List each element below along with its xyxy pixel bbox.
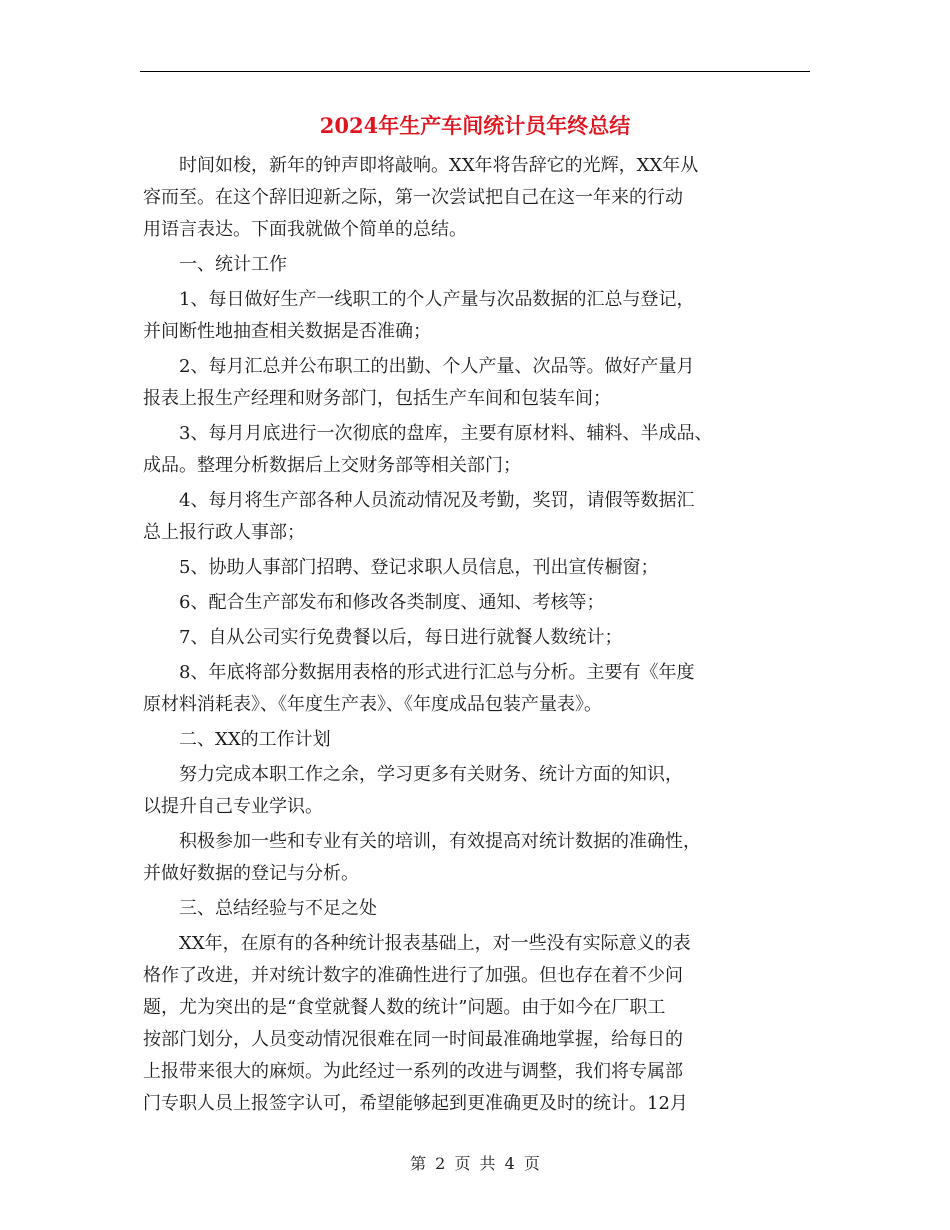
body-line: 6、配合生产部发布和修改各类制度、通知、考核等； [143,592,605,613]
body-line: 4、每月将生产部各种人员流动情况及考勤，奖罚，请假等数据汇 [143,490,695,511]
body-line: 并间断性地抽查相关数据是否准确； [143,321,431,342]
header-rule [140,71,810,72]
body-line: 8、年底将部分数据用表格的形式进行汇总与分析。主要有《年度 [143,662,695,683]
body-line: 并做好数据的登记与分析。 [143,863,359,884]
body-line: 时间如梭，新年的钟声即将敲响。XX年将告辞它的光辉，XX年从 [143,155,699,176]
body-line: 用语言表达。下面我就做个简单的总结。 [143,219,467,240]
document-title: 2024年生产车间统计员年终总结 [319,113,631,138]
body-line: 格作了改进，并对统计数字的准确性进行了加强。但也存在着不少问 [143,965,683,986]
body-line: 原材料消耗表》、《年度生产表》、《年度成品包装产量表》。 [143,694,602,715]
body-line: 门专职人员上报签字认可，希望能够起到更准确更及时的统计。12月 [143,1093,688,1114]
body-line: 题，尤为突出的是“食堂就餐人数的统计”问题。由于如今在厂职工 [143,997,666,1018]
body-line: 积极参加一些和专业有关的培训，有效提高对统计数据的准确性， [143,831,701,852]
body-line: 3、每月月底进行一次彻底的盘库，主要有原材料、辅料、半成品、 [143,423,713,444]
body-line: 成品。整理分析数据后上交财务部等相关部门； [143,455,521,476]
section-heading: 二、XX的工作计划 [143,729,331,750]
section-heading: 一、统计工作 [143,254,287,275]
body-line: 报表上报生产经理和财务部门，包括生产车间和包装车间； [143,388,611,409]
body-line: 按部门划分，人员变动情况很难在同一时间最准确地掌握，给每日的 [143,1029,683,1050]
body-line: XX年，在原有的各种统计报表基础上，对一些没有实际意义的表 [143,933,691,954]
body-line: 总上报行政人事部； [143,522,305,543]
body-line: 7、自从公司实行免费餐以后，每日进行就餐人数统计； [143,627,623,648]
body-line: 容而至。在这个辞旧迎新之际，第一次尝试把自己在这一年来的行动 [143,187,683,208]
body-line: 2、每月汇总并公布职工的出勤、个人产量、次品等。做好产量月 [143,356,695,377]
page-footer: 第 2 页 共 4 页 [410,1154,540,1173]
body-line: 1、每日做好生产一线职工的个人产量与次品数据的汇总与登记， [143,289,695,310]
body-line: 以提升自己专业学识。 [143,796,323,817]
body-line: 努力完成本职工作之余，学习更多有关财务、统计方面的知识， [143,764,683,785]
body-line: 5、协助人事部门招聘、登记求职人员信息，刊出宣传橱窗； [143,557,659,578]
body-line: 上报带来很大的麻烦。为此经过一系列的改进与调整，我们将专属部 [143,1061,683,1082]
section-heading: 三、总结经验与不足之处 [143,898,377,919]
